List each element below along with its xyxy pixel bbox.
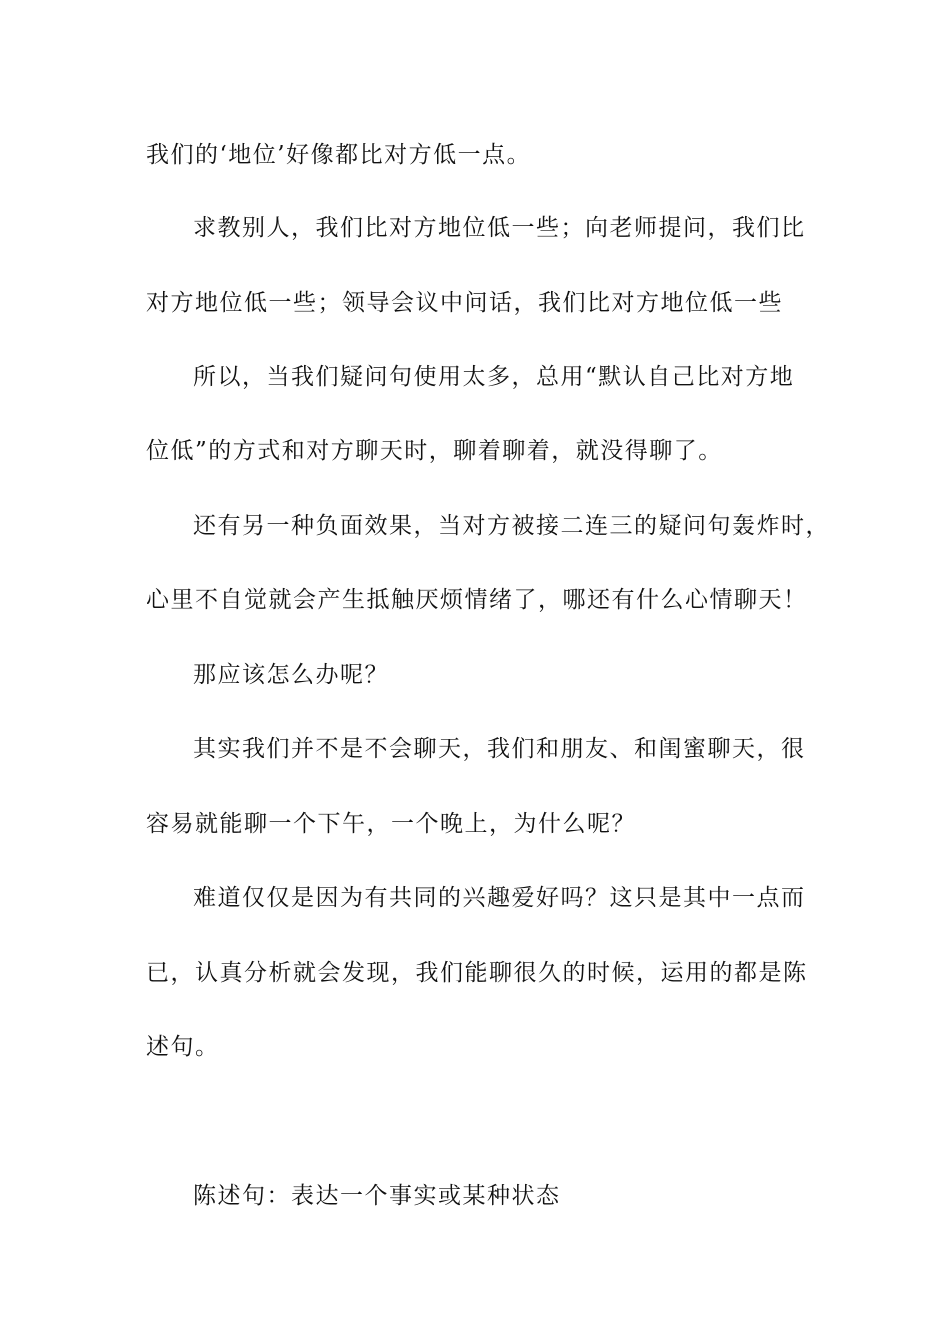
definition-line: 陈述句：表达一个事实或某种状态 [193, 1183, 561, 1209]
paragraph-first-line: 难道仅仅是因为有共同的兴趣爱好吗？这只是其中一点而 [193, 885, 806, 911]
text-line: 已，认真分析就会发现，我们能聊很久的时候，运用的都是陈 [146, 960, 808, 986]
text-line: 对方地位低一些；领导会议中问话，我们比对方地位低一些 [146, 290, 783, 316]
paragraph-first-line: 其实我们并不是不会聊天，我们和朋友、和闺蜜聊天，很 [193, 736, 806, 762]
paragraph-first-line: 求教别人，我们比对方地位低一些；向老师提问，我们比 [193, 215, 806, 241]
text-line: 位低”的方式和对方聊天时，聊着聊着，就没得聊了。 [146, 438, 723, 464]
paragraph-first-line: 那应该怎么办呢？ [193, 662, 389, 688]
paragraph-first-line: 所以，当我们疑问句使用太多，总用“默认自己比对方地 [193, 364, 795, 390]
text-line: 我们的‘地位’好像都比对方低一点。 [146, 142, 532, 168]
text-line: 容易就能聊一个下午，一个晚上，为什么呢？ [146, 811, 636, 837]
text-line: 述句。 [146, 1034, 220, 1060]
text-line: 心里不自觉就会产生抵触厌烦情绪了，哪还有什么心情聊天！ [146, 587, 808, 613]
paragraph-first-line: 还有另一种负面效果，当对方被接二连三的疑问句轰炸时， [193, 513, 830, 539]
